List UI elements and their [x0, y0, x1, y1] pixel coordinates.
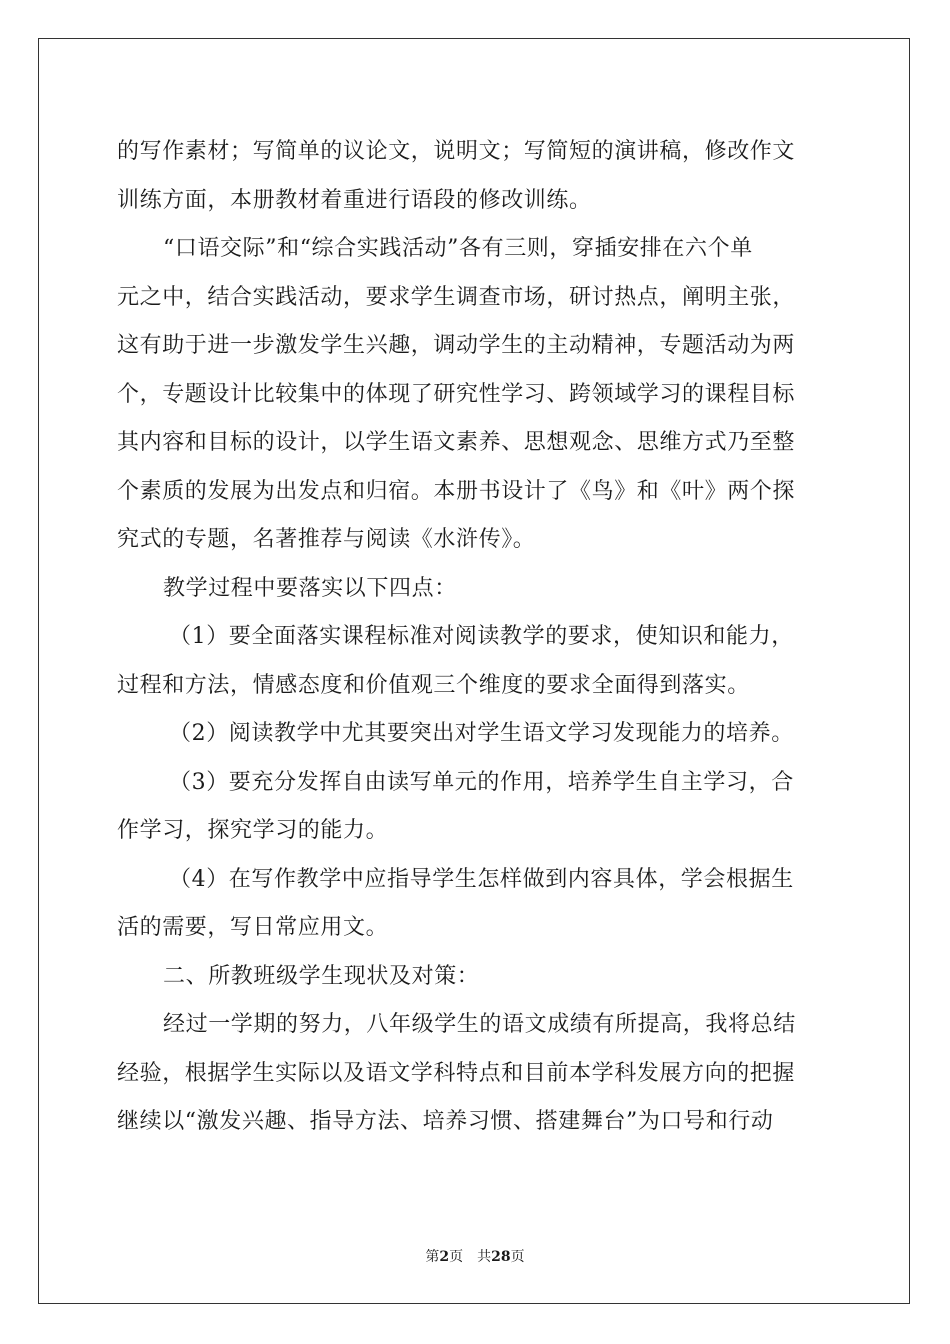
footer-total-suffix: 页 — [510, 1249, 525, 1265]
footer-total-pages: 28 — [491, 1249, 511, 1265]
text-line: 究式的专题，名著推荐与阅读《水浒传》。 — [117, 527, 536, 552]
text-line: 过程和方法，情感态度和价值观三个维度的要求全面得到落实。 — [117, 672, 750, 698]
text-line: 个素质的发展为出发点和归宿。本册书设计了《鸟》和《叶》两个探 — [117, 478, 796, 504]
text-line: 教学过程中要落实以下四点： — [163, 575, 457, 601]
text-line: 这有助于进一步激发学生兴趣，调动学生的主动精神，专题活动为两 — [117, 333, 796, 358]
text-line: 的写作素材；写简单的议论文，说明文；写简短的演讲稿，修改作文 — [117, 139, 796, 164]
footer-page-suffix: 页 — [449, 1249, 464, 1265]
page-footer — [0, 1246, 950, 1266]
text-line: 作学习，探究学习的能力。 — [117, 818, 389, 843]
document-body — [117, 128, 833, 1147]
text-line: （4）在写作教学中应指导学生怎样做到内容具体，学会根据生 — [169, 866, 794, 892]
footer-total-prefix: 共 — [477, 1249, 492, 1265]
footer-page-prefix: 第 — [425, 1249, 440, 1265]
text-line: 经过一学期的努力，八年级学生的语文成绩有所提高，我将总结 — [163, 1012, 796, 1037]
text-line: 其内容和目标的设计，以学生语文素养、思想观念、思维方式乃至整 — [117, 430, 796, 455]
text-line: （1）要全面落实课程标准对阅读教学的要求，使知识和能力， — [169, 624, 794, 649]
text-line: “口语交际”和“综合实践活动”各有三则，穿插安排在六个单 — [163, 236, 753, 261]
footer-page-number: 2 — [439, 1249, 450, 1265]
text-line: 继续以“激发兴趣、指导方法、培养习惯、搭建舞台”为口号和行动 — [117, 1109, 774, 1134]
text-line: 元之中，结合实践活动，要求学生调查市场，研讨热点，阐明主张， — [117, 284, 796, 310]
text-line: 二、所教班级学生现状及对策： — [163, 963, 480, 989]
text-line: （2）阅读教学中尤其要突出对学生语文学习发现能力的培养。 — [169, 721, 794, 746]
text-line: （3）要充分发挥自由读写单元的作用，培养学生自主学习，合 — [169, 769, 794, 795]
text-line: 训练方面，本册教材着重进行语段的修改训练。 — [117, 187, 592, 213]
text-line: 经验，根据学生实际以及语文学科特点和目前本学科发展方向的把握 — [117, 1060, 796, 1086]
text-line: 个，专题设计比较集中的体现了研究性学习、跨领域学习的课程目标 — [117, 381, 796, 407]
text-line: 活的需要，写日常应用文。 — [117, 915, 389, 940]
